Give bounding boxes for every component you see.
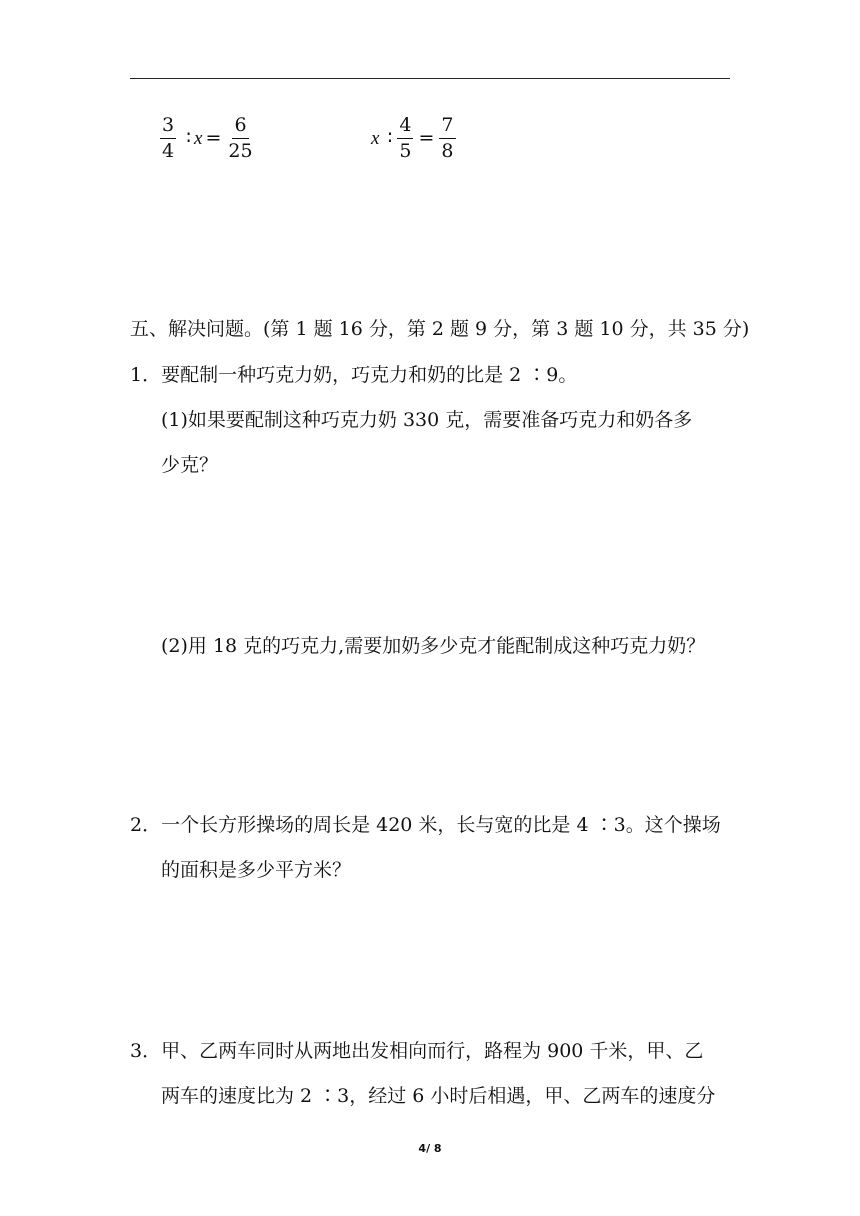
fraction-seven-eighths (439, 116, 455, 161)
problem-1-part-2: (2)用 18 克的巧克力,需要加奶多少克才能配制成这种巧克力奶？ (161, 635, 706, 657)
problem-1-part-1-line-1: (1)如果要配制这种巧克力奶 330 克，需要准备巧克力和奶各多 (161, 409, 693, 431)
equation-2 (371, 116, 458, 161)
fraction-denominator: 8 (441, 140, 454, 162)
page-number: 4/ 8 (418, 1142, 442, 1155)
section-heading: 五、解决问题。(第 1 题 16 分，第 2 题 9 分，第 3 题 10 分，共 35 分) (130, 318, 750, 340)
fraction-three-quarters (160, 116, 176, 161)
fraction-numerator: 7 (439, 116, 455, 139)
fraction-numerator: 6 (232, 116, 248, 139)
problem-2-line-1: 2．一个长方形操场的周长是 420 米，长与宽的比是 4 ∶3。这个操场 (130, 814, 721, 836)
fraction-denominator: 4 (162, 140, 175, 162)
problem-1-statement: 1．要配制一种巧克力奶，巧克力和奶的比是 2 ∶9。 (130, 364, 578, 386)
variable-x: x (194, 128, 203, 149)
problem-2-line-2: 的面积是多少平方米？ (161, 859, 352, 881)
ratio-sign: ∶ (186, 127, 192, 149)
header-rule (130, 78, 730, 79)
equals-sign: = (205, 127, 222, 149)
problem-3-line-2: 两车的速度比为 2 ∶3，经过 6 小时后相遇，甲、乙两车的速度分 (161, 1085, 716, 1107)
fraction-denominator: 25 (228, 140, 253, 162)
fraction-six-twentyfifths (226, 116, 254, 161)
equation-1 (158, 116, 257, 161)
fraction-numerator: 3 (160, 116, 176, 139)
fraction-denominator: 5 (399, 140, 412, 162)
equals-sign: = (418, 127, 435, 149)
problem-3-line-1: 3．甲、乙两车同时从两地出发相向而行，路程为 900 千米，甲、乙 (130, 1040, 704, 1062)
fraction-numerator: 4 (397, 116, 413, 139)
fraction-four-fifths (397, 116, 413, 161)
problem-1-part-1-line-2: 少克？ (161, 454, 219, 476)
variable-x: x (371, 128, 380, 149)
ratio-sign: ∶ (387, 127, 393, 149)
